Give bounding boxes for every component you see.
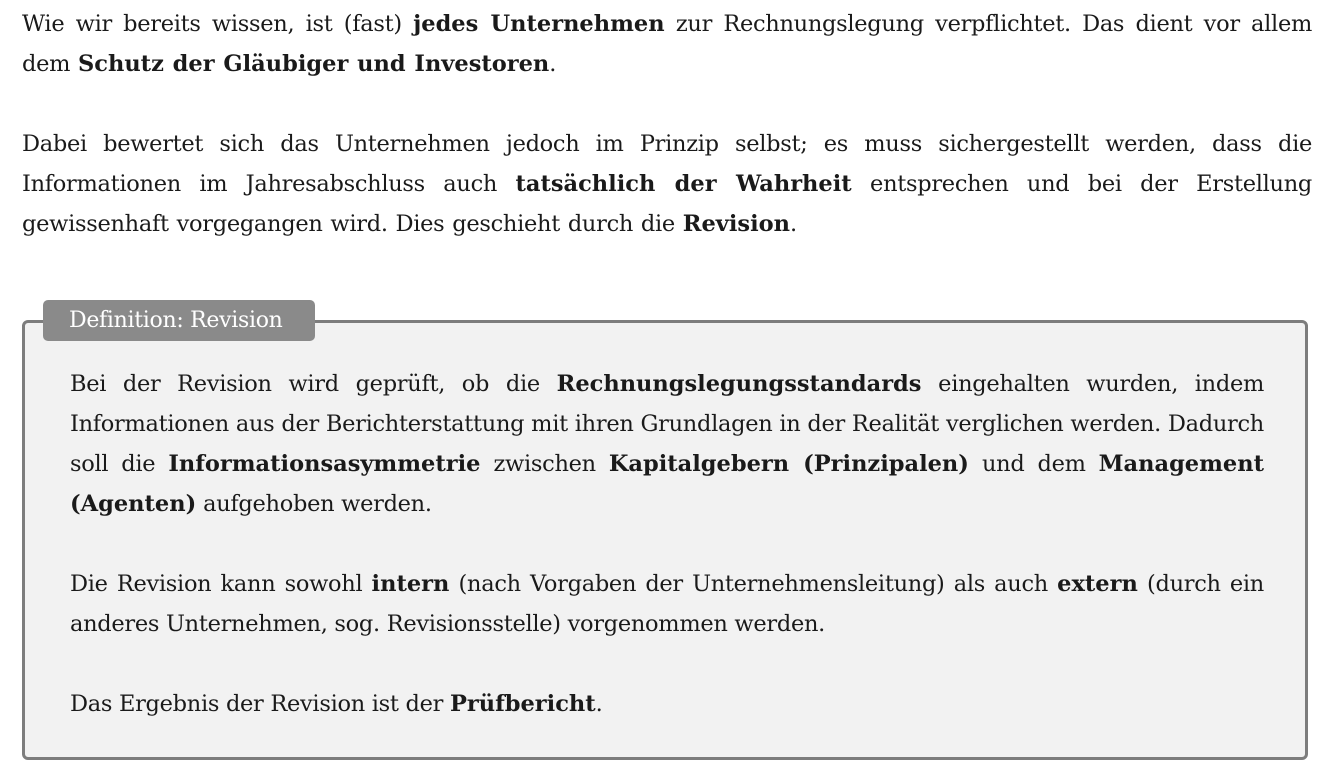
text-run: Das Ergebnis der Revision ist der [70,691,450,717]
definition-content [70,364,1264,764]
bold-term: tatsächlich der Wahrheit [515,171,852,197]
intro-paragraph-1 [22,4,1312,84]
text-run: Bei der Revision wird geprüft, ob die [70,371,557,397]
text-run: Wie wir bereits wissen, ist (fast) [22,11,414,37]
text-run: . [790,211,797,237]
text-run: zur Rechnungslegung verpflichtet. Das dient vor allem dem [22,11,1312,77]
bold-term: Rechnungslegungsstandards [556,371,922,397]
text-run: . [549,51,557,77]
intro-paragraph-2 [22,124,1312,244]
text-run: (nach Vorgaben der Unternehmensleitung) als auch [449,571,1058,597]
bold-term: Prüfbericht [449,691,596,717]
text-run: (durch ein anderes Unternehmen, sog. Revisionsstelle) vorgenommen werden. [70,571,1265,637]
bold-term: extern [1057,571,1138,597]
text-run: zwischen [480,451,609,477]
bold-term: Management (Agenten) [70,451,1264,517]
bold-term: Schutz der Gläubiger und Investoren [78,51,550,77]
bold-term: intern [371,571,450,597]
definition-title: Definition: Revision [43,300,315,341]
text-run: Die Revision kann sowohl [70,571,372,597]
text-run: eingehalten wurden, indem Informationen aus der Berichterstattung mit ihren Grundlagen in der Realität verglichen werden. Dadurch soll die [70,371,1265,477]
bold-term: Kapitalgebern (Prinzipalen) [608,451,969,477]
definition-paragraph-1 [70,364,1264,524]
definition-paragraph-2 [70,564,1264,644]
bold-term: Informationsasymmetrie [168,451,481,477]
bold-term: Revision [682,211,791,237]
text-run: Dabei bewertet sich das Unternehmen jedoch im Prinzip selbst; es muss sichergestellt werden, dass die Informationen im Jahresabschluss auch [22,131,1312,197]
text-run: entsprechen und bei der Erstellung gewissenhaft vorgegangen wird. Dies geschieht durch die [22,171,1312,237]
bold-term: jedes Unternehmen [413,11,665,37]
text-run: . [595,691,603,717]
text-run: und dem [968,451,1099,477]
definition-paragraph-3 [70,684,1264,724]
text-run: aufgehoben werden. [196,491,432,517]
